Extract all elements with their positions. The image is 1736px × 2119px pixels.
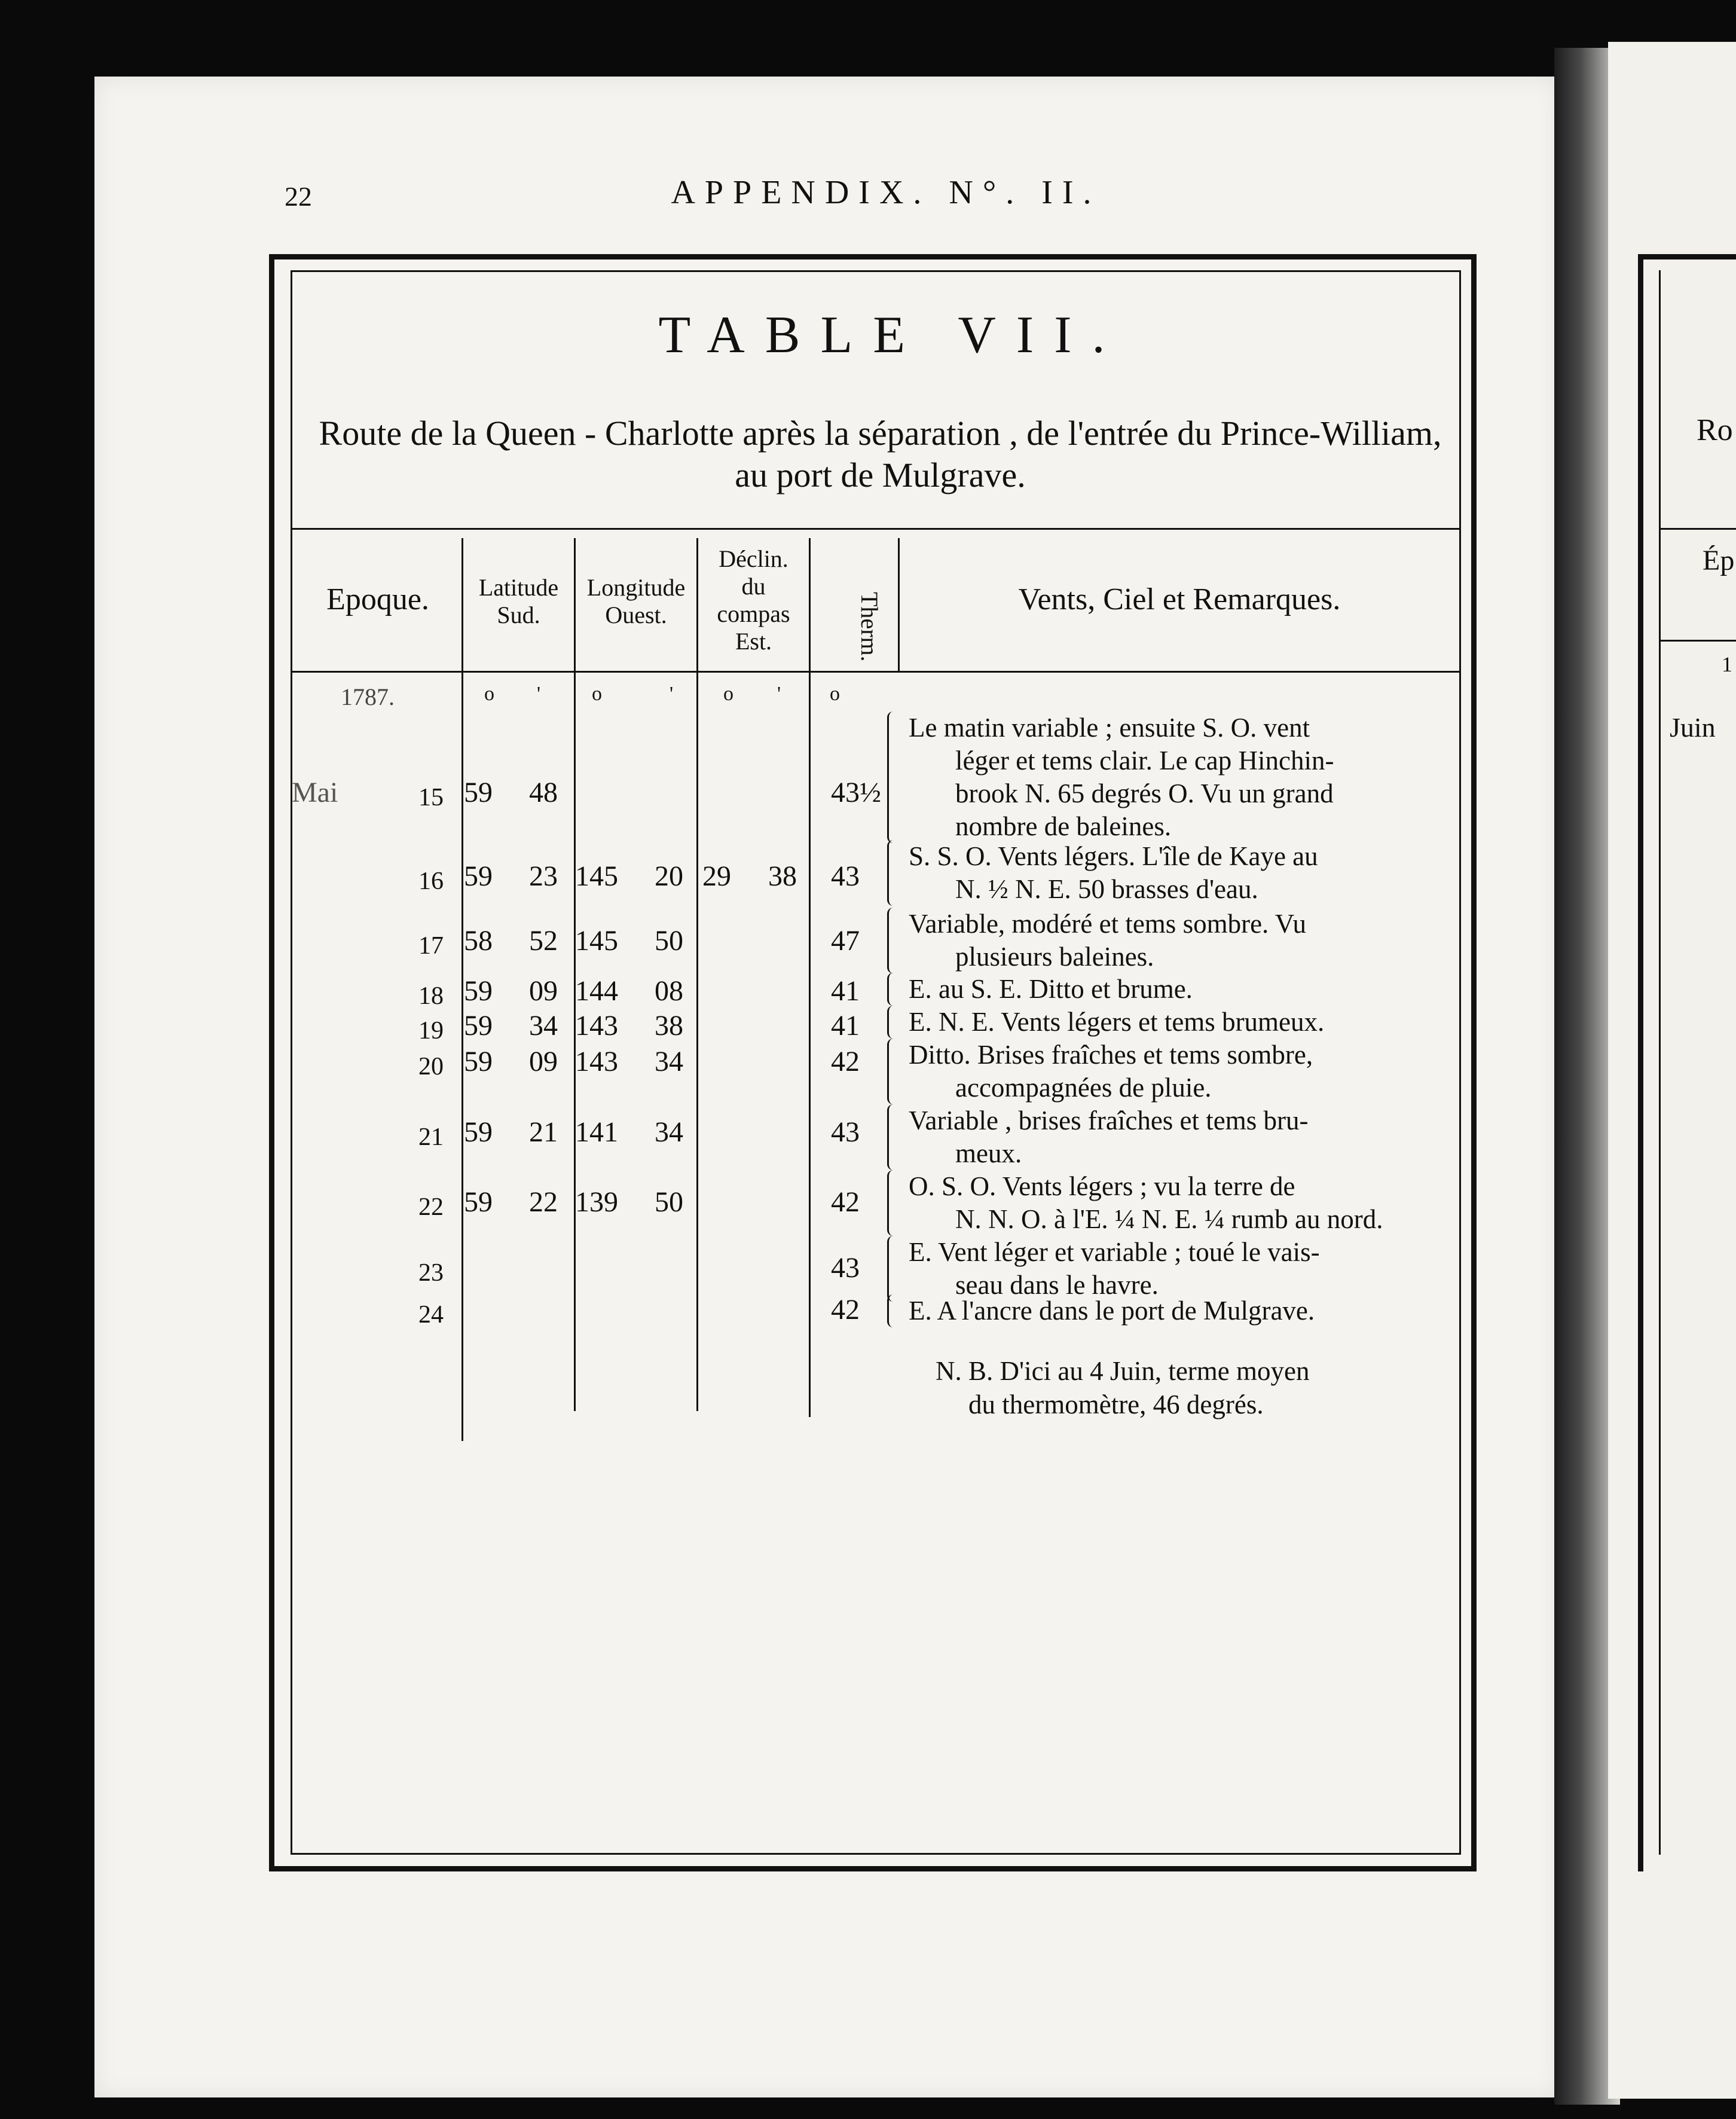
remark-cell bbox=[909, 1236, 1465, 1302]
lat-deg-cell: 58 bbox=[464, 925, 493, 957]
lat-min-cell: 34 bbox=[529, 1010, 558, 1042]
next-frame-inner bbox=[1659, 270, 1661, 1855]
therm-cell: 43 bbox=[831, 1252, 860, 1284]
next-page-ro: Ro bbox=[1697, 413, 1733, 447]
lat-min-cell: 09 bbox=[529, 975, 558, 1007]
table-subtitle: Route de la Queen - Charlotte après la séparation , de l'entrée du Prince-William, au port de Mulgrave. bbox=[319, 414, 1442, 494]
table-title: TABLE VII. bbox=[658, 306, 1126, 364]
remark-cell bbox=[909, 1294, 1465, 1327]
remark-cell bbox=[909, 1039, 1465, 1104]
brace-mark bbox=[887, 1104, 895, 1170]
header-top-rule bbox=[292, 528, 1459, 530]
lon-min-cell: 50 bbox=[655, 1186, 683, 1218]
remark-line: nombre de baleines. bbox=[955, 811, 1172, 841]
brace-mark bbox=[887, 1294, 895, 1327]
next-frame-left bbox=[1638, 254, 1643, 1871]
lat-min-cell: 52 bbox=[529, 925, 558, 957]
remark-line: E. au S. E. Ditto et brume. bbox=[909, 974, 1193, 1004]
note-line1: N. B. D'ici au 4 Juin, terme moyen bbox=[936, 1356, 1310, 1386]
decl-deg-cell: 29 bbox=[702, 860, 731, 892]
remark-line: léger et tems clair. Le cap Hinchin- bbox=[955, 746, 1334, 775]
header-therm: Therm. bbox=[856, 592, 883, 662]
day-cell: 21 bbox=[418, 1123, 444, 1151]
header-latitude bbox=[463, 574, 574, 629]
therm-cell: 43 bbox=[831, 1116, 860, 1148]
next-header-rule bbox=[1661, 528, 1736, 530]
month-cell: Mai bbox=[292, 777, 338, 808]
next-header-bottom-rule bbox=[1661, 640, 1736, 642]
lat-deg-cell: 59 bbox=[464, 1010, 493, 1042]
lat-min-cell: 21 bbox=[529, 1116, 558, 1148]
lon-deg-cell: 141 bbox=[575, 1116, 618, 1148]
lon-min-cell: 34 bbox=[655, 1116, 683, 1148]
remark-line: S. S. O. Vents légers. L'île de Kaye au bbox=[909, 841, 1318, 871]
lon-deg-cell: 145 bbox=[575, 925, 618, 957]
col-rule-declinaison bbox=[809, 538, 811, 1417]
table-note bbox=[936, 1354, 1459, 1421]
unit-lon-deg: o bbox=[592, 683, 602, 705]
brace-mark bbox=[887, 908, 895, 973]
remark-cell bbox=[909, 712, 1465, 843]
lat-deg-cell: 59 bbox=[464, 777, 493, 808]
col-rule-epoque bbox=[461, 538, 463, 1441]
header-longitude bbox=[576, 574, 696, 629]
remark-line: brook N. 65 degrés O. Vu un grand bbox=[955, 778, 1334, 808]
unit-lat-min: ' bbox=[537, 683, 541, 705]
remark-line: accompagnées de pluie. bbox=[955, 1073, 1212, 1103]
unit-decl-min: ' bbox=[777, 683, 781, 705]
remark-cell bbox=[909, 840, 1465, 906]
lat-deg-cell: 59 bbox=[464, 1046, 493, 1077]
lat-deg-cell: 59 bbox=[464, 975, 493, 1007]
remark-line: N. ½ N. E. 50 brasses d'eau. bbox=[955, 874, 1258, 904]
unit-therm-deg: o bbox=[830, 683, 840, 705]
next-page-one: 1 bbox=[1722, 652, 1732, 676]
lat-min-cell: 48 bbox=[529, 777, 558, 808]
unit-lon-min: ' bbox=[670, 683, 674, 705]
col-rule-longitude bbox=[696, 538, 698, 1411]
next-page-juin: Juin bbox=[1670, 712, 1716, 743]
remark-line: O. S. O. Vents légers ; vu la terre de bbox=[909, 1171, 1295, 1201]
header-declinaison-line2: du bbox=[741, 573, 766, 600]
header-declinaison-line1: Déclin. bbox=[719, 545, 788, 572]
lat-deg-cell: 59 bbox=[464, 1116, 493, 1148]
brace-mark bbox=[887, 1236, 895, 1302]
header-latitude-line1: Latitude bbox=[478, 574, 559, 601]
day-cell: 16 bbox=[418, 868, 444, 895]
therm-cell: 42 bbox=[831, 1046, 860, 1077]
note-line2: du thermomètre, 46 degrés. bbox=[968, 1390, 1264, 1419]
header-longitude-line1: Longitude bbox=[586, 574, 686, 601]
day-cell: 15 bbox=[418, 784, 444, 811]
remark-line: Ditto. Brises fraîches et tems sombre, bbox=[909, 1040, 1313, 1070]
remark-line: plusieurs baleines. bbox=[955, 942, 1154, 972]
header-latitude-line2: Sud. bbox=[497, 601, 540, 628]
day-cell: 22 bbox=[418, 1193, 444, 1221]
remark-line: meux. bbox=[955, 1138, 1022, 1168]
header-declinaison bbox=[698, 545, 809, 655]
remark-line: N. N. O. à l'E. ¼ N. E. ¼ rumb au nord. bbox=[955, 1204, 1383, 1234]
day-cell: 18 bbox=[418, 982, 444, 1010]
next-page-ep: Ép bbox=[1703, 545, 1735, 576]
lat-min-cell: 09 bbox=[529, 1046, 558, 1077]
lat-deg-cell: 59 bbox=[464, 1186, 493, 1218]
brace-mark bbox=[887, 840, 895, 906]
brace-mark bbox=[887, 973, 895, 1006]
remark-line: E. Vent léger et variable ; toué le vais- bbox=[909, 1237, 1320, 1267]
header-bottom-rule bbox=[292, 671, 1459, 673]
header-epoque: Epoque. bbox=[326, 582, 429, 616]
lon-deg-cell: 145 bbox=[575, 860, 618, 892]
unit-decl-deg: o bbox=[723, 683, 733, 705]
therm-cell: 47 bbox=[831, 925, 860, 957]
page-number: 22 bbox=[285, 181, 312, 212]
remark-line: E. A l'ancre dans le port de Mulgrave. bbox=[909, 1296, 1315, 1326]
brace-mark bbox=[887, 1170, 895, 1236]
therm-cell: 42 bbox=[831, 1186, 860, 1218]
col-rule-latitude bbox=[574, 538, 576, 1411]
brace-mark bbox=[887, 1039, 895, 1104]
header-remarques: Vents, Ciel et Remarques. bbox=[1018, 582, 1341, 616]
lon-deg-cell: 143 bbox=[575, 1010, 618, 1042]
remark-line: E. N. E. Vents légers et tems brumeux. bbox=[909, 1007, 1325, 1037]
day-cell: 19 bbox=[418, 1017, 444, 1045]
remark-cell bbox=[909, 908, 1465, 973]
year-label: 1787. bbox=[341, 683, 395, 710]
brace-mark bbox=[887, 1006, 895, 1039]
lon-deg-cell: 139 bbox=[575, 1186, 618, 1218]
remark-line: seau dans le havre. bbox=[955, 1270, 1159, 1300]
day-cell: 20 bbox=[418, 1053, 444, 1080]
header-longitude-line2: Ouest. bbox=[605, 601, 667, 628]
running-head: APPENDIX. N°. II. bbox=[671, 174, 1101, 211]
lon-min-cell: 34 bbox=[655, 1046, 683, 1077]
remark-cell bbox=[909, 1006, 1465, 1039]
therm-cell: 41 bbox=[831, 1010, 860, 1042]
lat-min-cell: 22 bbox=[529, 1186, 558, 1218]
day-cell: 24 bbox=[418, 1301, 444, 1329]
day-cell: 17 bbox=[418, 932, 444, 960]
decl-min-cell: 38 bbox=[768, 860, 797, 892]
lon-min-cell: 38 bbox=[655, 1010, 683, 1042]
header-declinaison-line3: compas bbox=[717, 600, 790, 627]
lat-min-cell: 23 bbox=[529, 860, 558, 892]
therm-cell: 42 bbox=[831, 1294, 860, 1326]
day-cell: 23 bbox=[418, 1259, 444, 1287]
remark-line: Variable, modéré et tems sombre. Vu bbox=[909, 909, 1307, 939]
remark-cell bbox=[909, 1170, 1465, 1236]
therm-cell: 43½ bbox=[831, 777, 881, 808]
remark-line: Variable , brises fraîches et tems bru- bbox=[909, 1106, 1309, 1135]
header-declinaison-line4: Est. bbox=[735, 628, 772, 655]
brace-mark bbox=[887, 712, 895, 843]
lon-deg-cell: 143 bbox=[575, 1046, 618, 1077]
lon-min-cell: 20 bbox=[655, 860, 683, 892]
lon-min-cell: 08 bbox=[655, 975, 683, 1007]
therm-cell: 43 bbox=[831, 860, 860, 892]
therm-cell: 41 bbox=[831, 975, 860, 1007]
remark-cell bbox=[909, 973, 1465, 1006]
lon-min-cell: 50 bbox=[655, 925, 683, 957]
lat-deg-cell: 59 bbox=[464, 860, 493, 892]
next-frame-top bbox=[1638, 254, 1736, 259]
remark-line: Le matin variable ; ensuite S. O. vent bbox=[909, 713, 1310, 743]
unit-lat-deg: o bbox=[484, 683, 494, 705]
remark-cell bbox=[909, 1104, 1465, 1170]
lon-deg-cell: 144 bbox=[575, 975, 618, 1007]
